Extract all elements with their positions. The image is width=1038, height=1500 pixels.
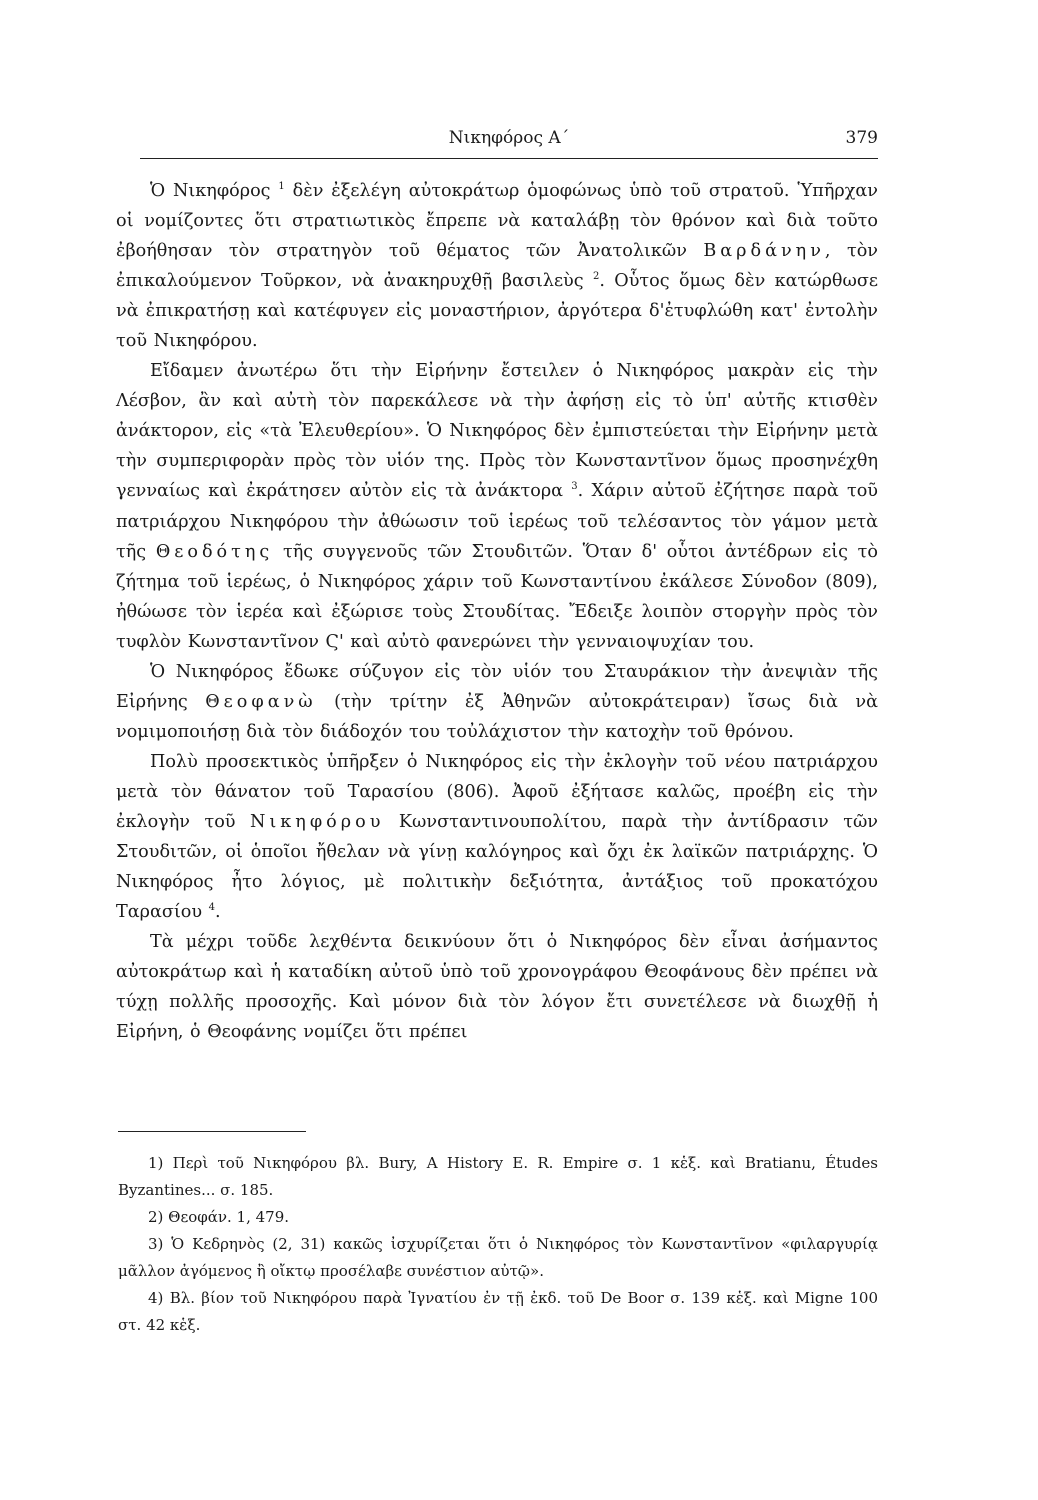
paragraph-text: . Χάριν αὐτοῦ ἐζήτησε παρὰ τοῦ πατριάρχου Νικηφόρου τὴν ἀθώωσιν τοῦ ἱερέως τοῦ τελέσαντος τὸν γάμον μετὰ τῆς xyxy=(116,481,878,562)
header-rule xyxy=(140,158,878,159)
paragraph-text: δὲν ἐξελέγη αὐτοκράτωρ ὁμοφώνως ὑπὸ τοῦ στρατοῦ. Ὑπῆρχαν οἱ νομίζοντες ὅτι στρατιωτικὸς ἔπρεπε νὰ καταλάβῃ τὸν θρόνον καὶ διὰ τοῦτο ἐβοήθησαν τὸν στρατηγὸν τοῦ θέματος τῶν Ἀνατολικῶν xyxy=(116,181,878,262)
paragraph-text: Τὰ μέχρι τοῦδε λεχθέντα δεικνύουν ὅτι ὁ Νικηφόρος δὲν εἶναι ἀσήμαντος αὐτοκράτωρ καὶ ἡ καταδίκη αὐτοῦ ὑπὸ τοῦ χρονογράφου Θεοφάνους δὲν πρέπει νὰ τύχῃ πολλῆς προσοχῆς. Καὶ μόνον διὰ τὸν λόγον ἔτι συνετέλεσε νὰ διωχθῇ ἡ Εἰρήνη, ὁ Θεοφάνης νομίζει ὅτι πρέπει xyxy=(116,932,878,1043)
paragraph-text: Ὁ Νικηφόρος ἔδωκε σύζυγον εἰς τὸν υἱόν του Σταυράκιον τὴν ἀνεψιὰν τῆς Εἰρήνης xyxy=(116,661,878,712)
paragraph-text: , τὸν ἐπικαλούμενον Τοῦρκον, νὰ ἀνακηρυχθῇ βασιλεὺς xyxy=(116,241,878,292)
paragraph-text: Ὁ Νικηφόρος xyxy=(150,181,279,201)
footnote: 1) Περὶ τοῦ Νικηφόρου βλ. Bury, A History E. R. Empire σ. 1 κἑξ. καὶ Bratianu, Études Byzantines... σ. 185. xyxy=(118,1154,878,1199)
paragraph-text: Πολὺ προσεκτικὸς ὑπῆρξεν ὁ Νικηφόρος εἰς τὴν ἐκλογὴν τοῦ νέου πατριάρχου μετὰ τὸν θάνατον τοῦ Ταρασίου (806). Ἀφοῦ ἐξήτασε καλῶς, προέβη εἰς τὴν ἐκλογὴν τοῦ xyxy=(116,751,878,832)
footnote: 3) Ὁ Κεδρηνὸς (2, 31) κακῶς ἰσχυρίζεται ὅτι ὁ Νικηφόρος τὸν Κωνσταντῖνον «φιλαργυρίᾳ μᾶλλον ἀγόμενος ἢ οἴκτῳ προσέλαβε συνέστιον αὐτῷ». xyxy=(118,1235,878,1280)
body-paragraph xyxy=(116,747,878,927)
paragraph-text: . Οὗτος ὅμως δὲν κατώρθωσε νὰ ἐπικρατήσῃ καὶ κατέφυγεν εἰς μοναστήριον, ἀργότερα δ'ἐτυφλώθη κατ' ἐντολὴν τοῦ Νικηφόρου. xyxy=(116,271,878,352)
paragraph-text: (τὴν τρίτην ἐξ Ἀθηνῶν αὐτοκράτειραν) ἴσως διὰ νὰ νομιμοποιήσῃ διὰ τὸν διάδοχόν του τοὐλάχιστον τὴν κατοχὴν τοῦ θρόνου. xyxy=(116,691,879,742)
body-paragraph xyxy=(116,176,878,356)
spaced-name: Θεοδότης xyxy=(155,541,274,562)
footnote-ref: 2 xyxy=(592,271,600,283)
spaced-name: Βαρδάνην xyxy=(703,241,825,262)
running-header-title: Νικηφόρος Α΄ xyxy=(448,128,570,148)
paragraph-text: Κωνσταντινουπολίτου, παρὰ τὴν ἀντίδρασιν τῶν Στουδιτῶν, οἱ ὁποῖοι ἤθελαν νὰ γίνῃ καλόγηρος καὶ ὄχι ἐκ λαϊκῶν πατριάρχης. Ὁ Νικηφόρος ἦτο λόγιος, μὲ πολιτικὴν δεξιότητα, ἀντάξιος τοῦ προκατόχου Ταρασίου xyxy=(116,811,878,923)
paragraph-text: Εἴδαμεν ἀνωτέρω ὅτι τὴν Εἰρήνην ἔστειλεν ὁ Νικηφόρος μακρὰν εἰς τὴν Λέσβον, ἂν καὶ αὐτὴ τὸν παρεκάλεσε νὰ τὴν ἀφήσῃ εἰς τὸ ὑπ' αὐτῆς κτισθὲν ἀνάκτορον, εἰς «τὰ Ἐλευθερίου». Ὁ Νικηφόρος δὲν ἐμπιστεύεται τὴν Εἰρήνην μετὰ τὴν συμπεριφορὰν πρὸς τὸν υἱόν της. Πρὸς τὸν Κωνσταντῖνον ὅμως προσηνέχθη γενναίως καὶ ἐκράτησεν αὐτὸν εἰς τὰ ἀνάκτορα xyxy=(116,361,878,502)
spaced-name: Θεοφανὼ xyxy=(205,691,317,712)
body-paragraph xyxy=(116,657,878,747)
footnote-ref: 1 xyxy=(278,181,285,192)
page-number: 379 xyxy=(845,128,878,148)
body-paragraph xyxy=(116,927,878,1047)
footnote-separator xyxy=(118,1131,306,1132)
running-header xyxy=(140,128,878,160)
footnote: 2) Θεοφάν. 1, 479. xyxy=(148,1208,290,1226)
footnote: 4) Βλ. βίον τοῦ Νικηφόρου παρὰ Ἰγνατίου ἐν τῇ ἐκδ. τοῦ De Boor σ. 139 κἑξ. καὶ Migne 100 στ. 42 κἑξ. xyxy=(118,1289,878,1334)
body-paragraph xyxy=(116,356,878,656)
main-text xyxy=(116,176,878,1047)
spaced-name: Νικηφόρου xyxy=(250,811,385,832)
paragraph-text: τῆς συγγενοῦς τῶν Στουδιτῶν. Ὅταν δ' οὗτοι ἀντέδρων εἰς τὸ ζήτημα τοῦ ἱερέως, ὁ Νικηφόρος χάριν τοῦ Κωνσταντίνου ἐκάλεσε Σύνοδον (809), ἠθώωσε τὸν ἱερέα καὶ ἐξώρισε τοὺς Στουδίτας. Ἔδειξε λοιπὸν στοργὴν πρὸς τὸν τυφλὸν Κωνσταντῖνον Ϛ' καὶ αὐτὸ φανερώνει τὴν γενναιοψυχίαν του. xyxy=(116,541,878,652)
footnote-ref: 3 xyxy=(571,481,578,493)
footnote-ref: 4 xyxy=(208,902,216,914)
paragraph-text: . xyxy=(215,902,221,923)
footnotes xyxy=(118,1150,878,1339)
